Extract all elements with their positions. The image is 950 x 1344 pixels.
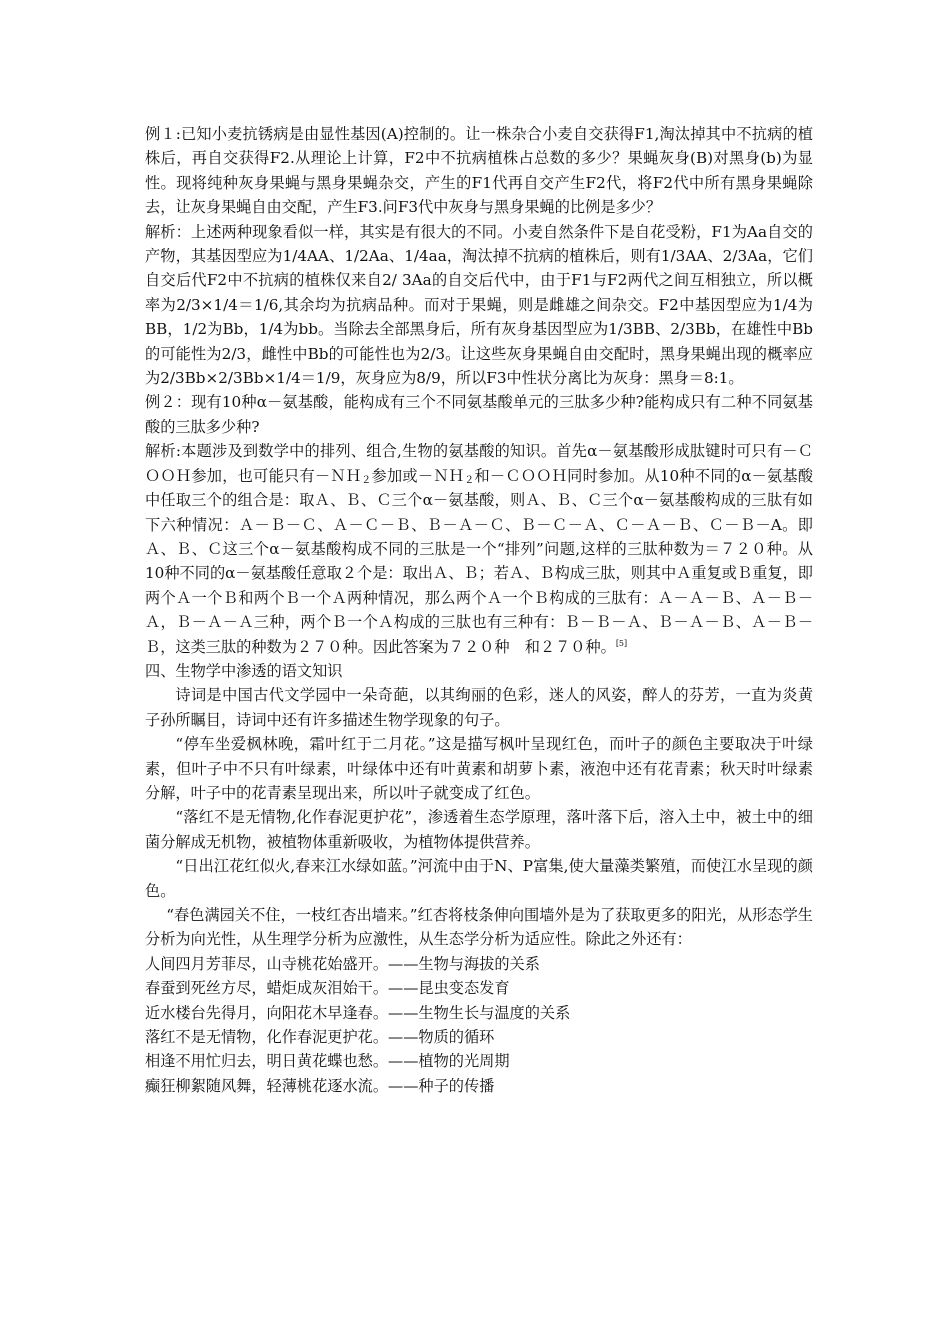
example2-analysis-text-1: 解析:本题涉及到数学中的排列、组合,生物的氨基酸的知识。首先α－氨基酸形成肽键时可只有－ＣＯＯＨ参加，也可能只有－ＮＨ xyxy=(145,442,813,485)
paragraph-red-apricot: “春色满园关不住，一枝红杏出墙来。”红杏将枝条伸向围墙外是为了获取更多的阳光，从形态学生分析为向光性，从生理学分析为应激性，从生态学分析为适应性。除此之外还有： xyxy=(145,906,813,949)
paragraph-fallen-flowers: “落红不是无情物,化作春泥更护花”，渗透着生态学原理，落叶落下后，溶入土中，被土中的细菌分解成无机物，被植物体重新吸收，为植物体提供营养。 xyxy=(145,808,813,851)
poem-line: 癫狂柳絮随风舞，轻薄桃花逐水流。——种子的传播 xyxy=(145,1076,495,1095)
poem-line: 落红不是无情物，化作春泥更护花。——物质的循环 xyxy=(145,1028,495,1047)
subscript-2: ２ xyxy=(361,474,372,486)
example1-question: 例１:已知小麦抗锈病是由显性基因(A)控制的。让一株杂合小麦自交获得F1,淘汰掉其中不抗病的植株后，再自交获得F2.从理论上计算，F2中不抗病植株占总数的多少？果蝇灰身(B)对黑身(b)为显性。现将纯种灰身果蝇与黑身果蝇杂交，产生的F1代再自交产生F2代，将F2代中所有黑身果蝇除去，让灰身果蝇自由交配，产生F3.问F3代中灰身与黑身果蝇的比例是多少？ xyxy=(145,125,813,217)
example2-question: 例２：现有10种α－氨基酸，能构成有三个不同氨基酸单元的三肽多少种?能构成只有二种不同氨基酸的三肽多少种? xyxy=(145,393,813,436)
paragraph-poetry-intro: 诗词是中国古代文学园中一朵奇葩，以其绚丽的色彩，迷人的风姿，醉人的芬芳，一直为炎黄子孙所瞩目，诗词中还有许多描述生物学现象的句子。 xyxy=(145,686,813,729)
paragraph-maple-leaves: “停车坐爱枫林晚，霜叶红于二月花。”这是描写枫叶呈现红色，而叶子的颜色主要取决于叶绿素，但叶子中不只有叶绿素，叶绿体中还有叶黄素和胡萝卜素，液泡中还有花青素；秋天时叶绿素分解，叶子中的花青素呈现出来，所以叶子就变成了红色。 xyxy=(145,735,813,802)
example2-analysis-text-3: 和－ＣＯＯＨ同时参加。从10种不同的α－氨基酸中任取三个的组合是：取Ａ、Ｂ、Ｃ三个α－氨基酸，则Ａ、Ｂ、Ｃ三个α－氨基酸构成的三肽有如下六种情况：Ａ－Ｂ－Ｃ、Ａ－Ｃ－Ｂ、Ｂ－Ａ－Ｃ、Ｂ－Ｃ－Ａ、Ｃ－Ａ－Ｂ、Ｃ－Ｂ－A。即Ａ、Ｂ、Ｃ这三个α－氨基酸构成不同的三肽是一个“排列”问题,这样的三肽种数为＝７２０种。从10种不同的α－氨基酸任意取２个是：取出Ａ、Ｂ；若Ａ、Ｂ构成三肽，则其中Ａ重复或Ｂ重复，即两个Ａ一个Ｂ和两个Ｂ一个Ａ两种情况，那么两个Ａ一个Ｂ构成的三肽有：Ａ－Ａ－Ｂ、Ａ－Ｂ－Ａ，Ｂ－Ａ－Ａ三种，两个Ｂ一个Ａ构成的三肽也有三种有：Ｂ－Ｂ－Ａ、Ｂ－Ａ－Ｂ、Ａ－Ｂ－Ｂ，这类三肽的种数为２７０种。因此答案为７２０种 和２７０种。 xyxy=(145,466,814,656)
paragraph-river-color: “日出江花红似火,春来江水绿如蓝。”河流中由于N、P富集,使大量藻类繁殖，而使江水呈现的颜色。 xyxy=(145,857,813,900)
poem-line: 人间四月芳菲尽，山寺桃花始盛开。——生物与海拔的关系 xyxy=(145,954,540,973)
example1-analysis: 解析：上述两种现象看似一样，其实是有很大的不同。小麦自然条件下是自花受粉，F1为Aa自交的产物，其基因型应为1/4AA、1/2Aa、1/4aa，淘汰掉不抗病的植株后，则有1/3AA、2/3Aa，它们自交后代F2中不抗病的植株仅来自2/ 3Aa的自交后代中，由于F1与F2两代之间互相独立，所以概率为2/3×1/4＝1/6,其余均为抗病品种。而对于果蝇，则是雌雄之间杂交。F2中基因型应为1/4为BB，1/2为Bb，1/4为bb。当除去全部黑身后，所有灰身基因型应为1/3BB、2/3Bb，在雄性中Bb的可能性为2/3，雌性中Bb的可能性也为2/3。让这些灰身果蝇自由交配时，黑身果蝇出现的概率应为2/3Bb×2/3Bb×1/4＝1/9，灰身应为8/9，所以F3中性状分离比为灰身：黑身＝8:1。 xyxy=(145,222,813,388)
poem-line: 春蚕到死丝方尽，蜡炬成灰泪始干。——昆虫变态发育 xyxy=(145,979,510,998)
example2-analysis xyxy=(145,439,813,659)
example2-analysis-text-2: 参加或－ＮＨ xyxy=(371,466,465,485)
citation-marker: [5] xyxy=(615,638,628,648)
poem-line: 相逢不用忙归去，明日黄花蝶也愁。——植物的光周期 xyxy=(145,1052,510,1071)
poem-line: 近水楼台先得月，向阳花木早逢春。——生物生长与温度的关系 xyxy=(145,1003,571,1022)
subscript-2: ２ xyxy=(464,474,475,486)
section-heading: 四、生物学中渗透的语文知识 xyxy=(145,661,343,680)
document-page xyxy=(145,122,813,1098)
